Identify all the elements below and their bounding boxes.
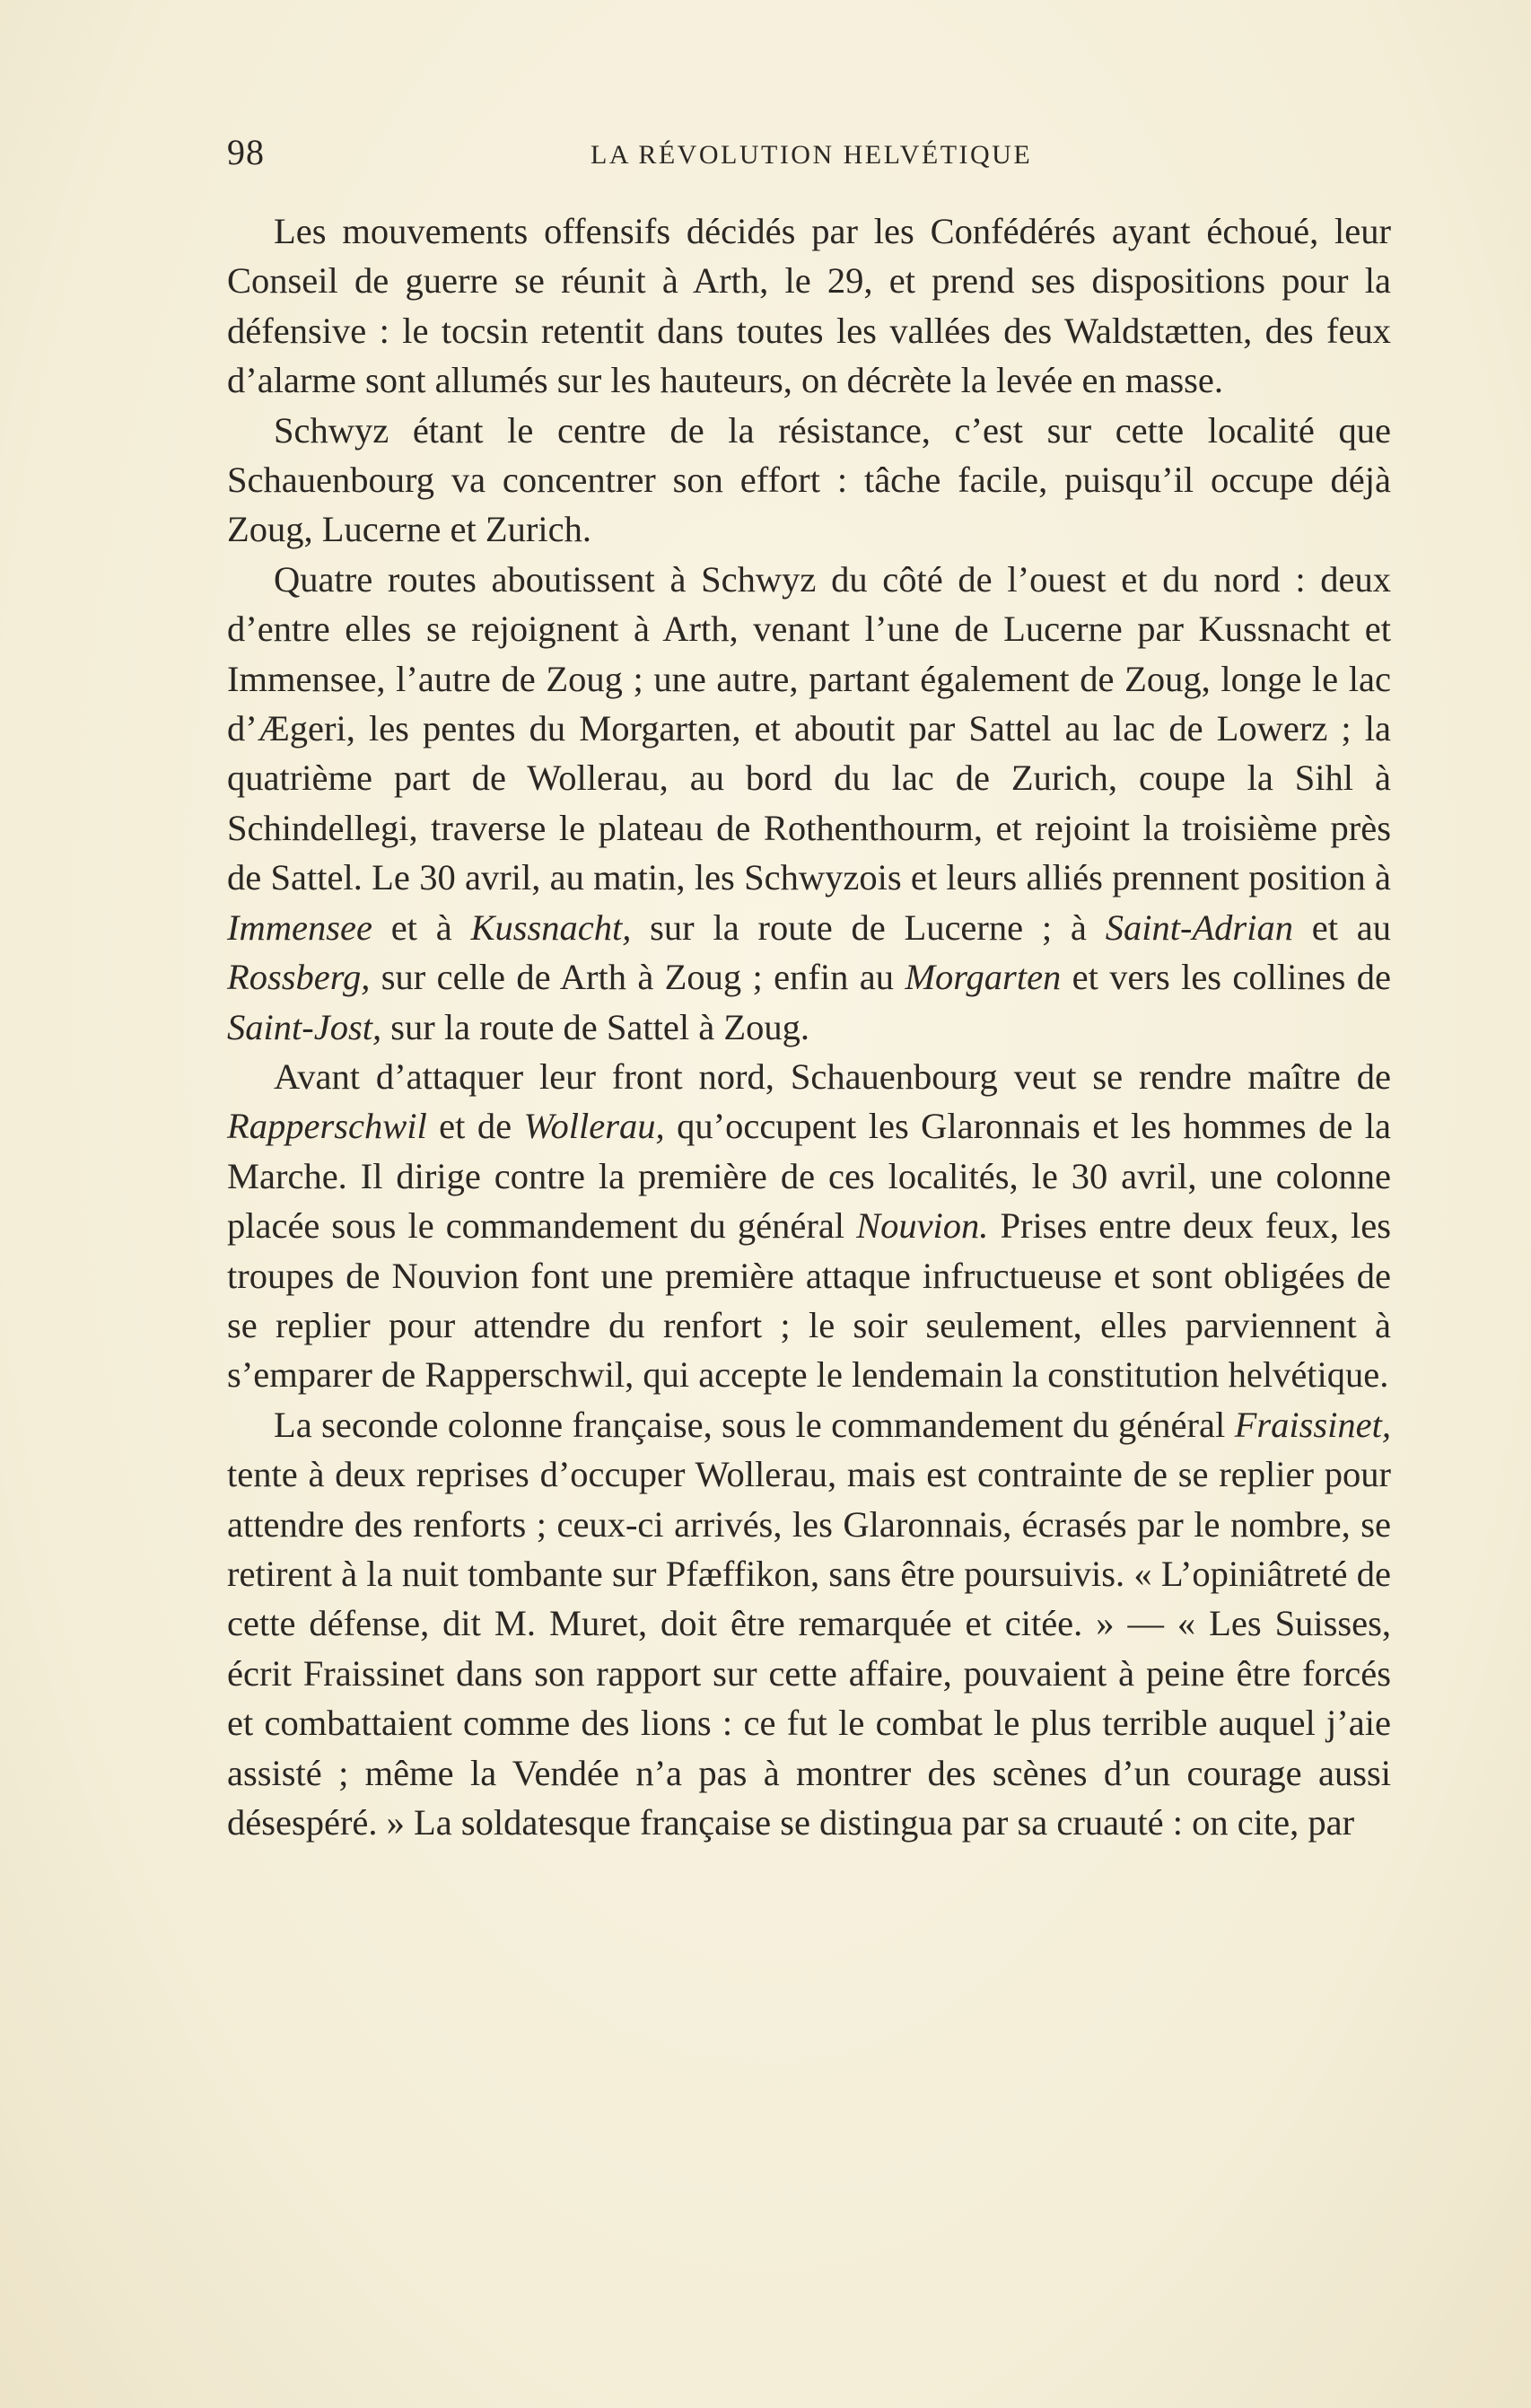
text-segment: Quatre routes aboutissent à Schwyz du côté de l’ouest et du nord : deux d’entre elles se rejoignent à Arth, venant l’une de Lucerne par Kussnacht et Immensee, l’autre de Zoug ; une autre, partant également de Zoug, longe le lac d’Ægeri, les pentes du Morgarten, et aboutit par Sattel au lac de Lowerz ; la quatrième part de Wollerau, au bord du lac de Zurich, coupe la Sihl à Schindellegi, traverse le plateau de Rothenthourm, et rejoint la troisième près de Sattel. Le 30 avril, au matin, les Schwyzois et leurs alliés prennent position à <box>227 558 1391 898</box>
body-text <box>227 206 1391 1847</box>
text-segment: et au <box>1292 906 1391 948</box>
text-segment: et de <box>426 1106 524 1147</box>
text-segment: sur la route de Sattel à Zoug. <box>381 1006 809 1047</box>
page-number: 98 <box>227 132 265 172</box>
text-segment: Prises entre deux feux, les troupes de Nouvion font une première attaque infructueuse et sont obligées de se replier pour attendre du renfort ; le soir seulement, elles parviennent à s’emparer de Rapperschwil, qui accepte le lendemain la constitution helvétique. <box>227 1205 1391 1396</box>
italic-place-name: Wollerau, <box>523 1106 665 1147</box>
text-segment: qu’occupent les Glaronnais et les hommes de la Marche. Il dirige contre la première de ces localités, le 30 avril, une colonne placée sous le commandement du général <box>227 1106 1391 1247</box>
italic-place-name: Saint-Adrian <box>1105 906 1293 948</box>
running-title: LA RÉVOLUTION HELVÉTIQUE <box>591 140 1033 170</box>
paragraph-5 <box>227 1400 1391 1848</box>
text-segment: sur celle de Arth à Zoug ; enfin au <box>370 957 905 998</box>
paragraph-1 <box>227 206 1391 406</box>
text-segment: sur la route de Lucerne ; à <box>631 906 1106 948</box>
italic-place-name: Saint-Jost, <box>227 1006 382 1047</box>
italic-person-name: Nouvion. <box>856 1205 989 1247</box>
paragraph-2 <box>227 406 1391 555</box>
text-segment: La seconde colonne française, sous le commandement du général <box>274 1404 1235 1445</box>
paragraph-4 <box>227 1052 1391 1400</box>
running-head <box>227 131 1399 176</box>
text-segment: et vers les collines de <box>1061 957 1391 998</box>
text-segment: tente à deux reprises d’occuper Wollerau, mais est contrainte de se replier pour attendre des renforts ; ceux-ci arrivés, les Glaronnais, écrasés par le nombre, se retirent à la nuit tombante sur Pfæffikon, sans être poursuivis. « L’opiniâtreté de cette défense, dit M. Muret, doit être remarquée et citée. » — « Les Suisses, écrit Fraissinet dans son rapport sur cette affaire, pouvaient à peine être forcés et combattaient comme des lions : ce fut le combat le plus terrible auquel j’aie assisté ; même la Vendée n’a pas à montrer des scènes d’un courage aussi désespéré. » La soldatesque française se distingua par sa cruauté : on cite, par <box>227 1454 1391 1843</box>
italic-place-name: Morgarten <box>905 957 1062 998</box>
text-segment: Avant d’attaquer leur front nord, Schauenbourg veut se rendre maître de <box>274 1055 1391 1097</box>
text-segment: et à <box>372 906 471 948</box>
italic-place-name: Kussnacht, <box>470 906 632 948</box>
italic-place-name: Immensee <box>227 906 372 948</box>
paragraph-3 <box>227 555 1391 1052</box>
text-segment: Les mouvements offensifs décidés par les Confédérés ayant échoué, leur Conseil de guerre se réunit à Arth, le 29, et prend ses dispositions pour la défensive : le tocsin retentit dans toutes les vallées des Waldstætten, des feux d’alarme sont allumés sur les hauteurs, on décrète la levée en masse. <box>227 211 1391 401</box>
italic-place-name: Rossberg, <box>227 957 371 998</box>
text-segment: Schwyz étant le centre de la résistance, c’est sur cette localité que Schauenbourg va concentrer son effort : tâche facile, puisqu’il occupe déjà Zoug, Lucerne et Zurich. <box>227 409 1391 550</box>
italic-place-name: Rapperschwil <box>227 1106 427 1147</box>
italic-person-name: Fraissinet, <box>1234 1404 1391 1445</box>
